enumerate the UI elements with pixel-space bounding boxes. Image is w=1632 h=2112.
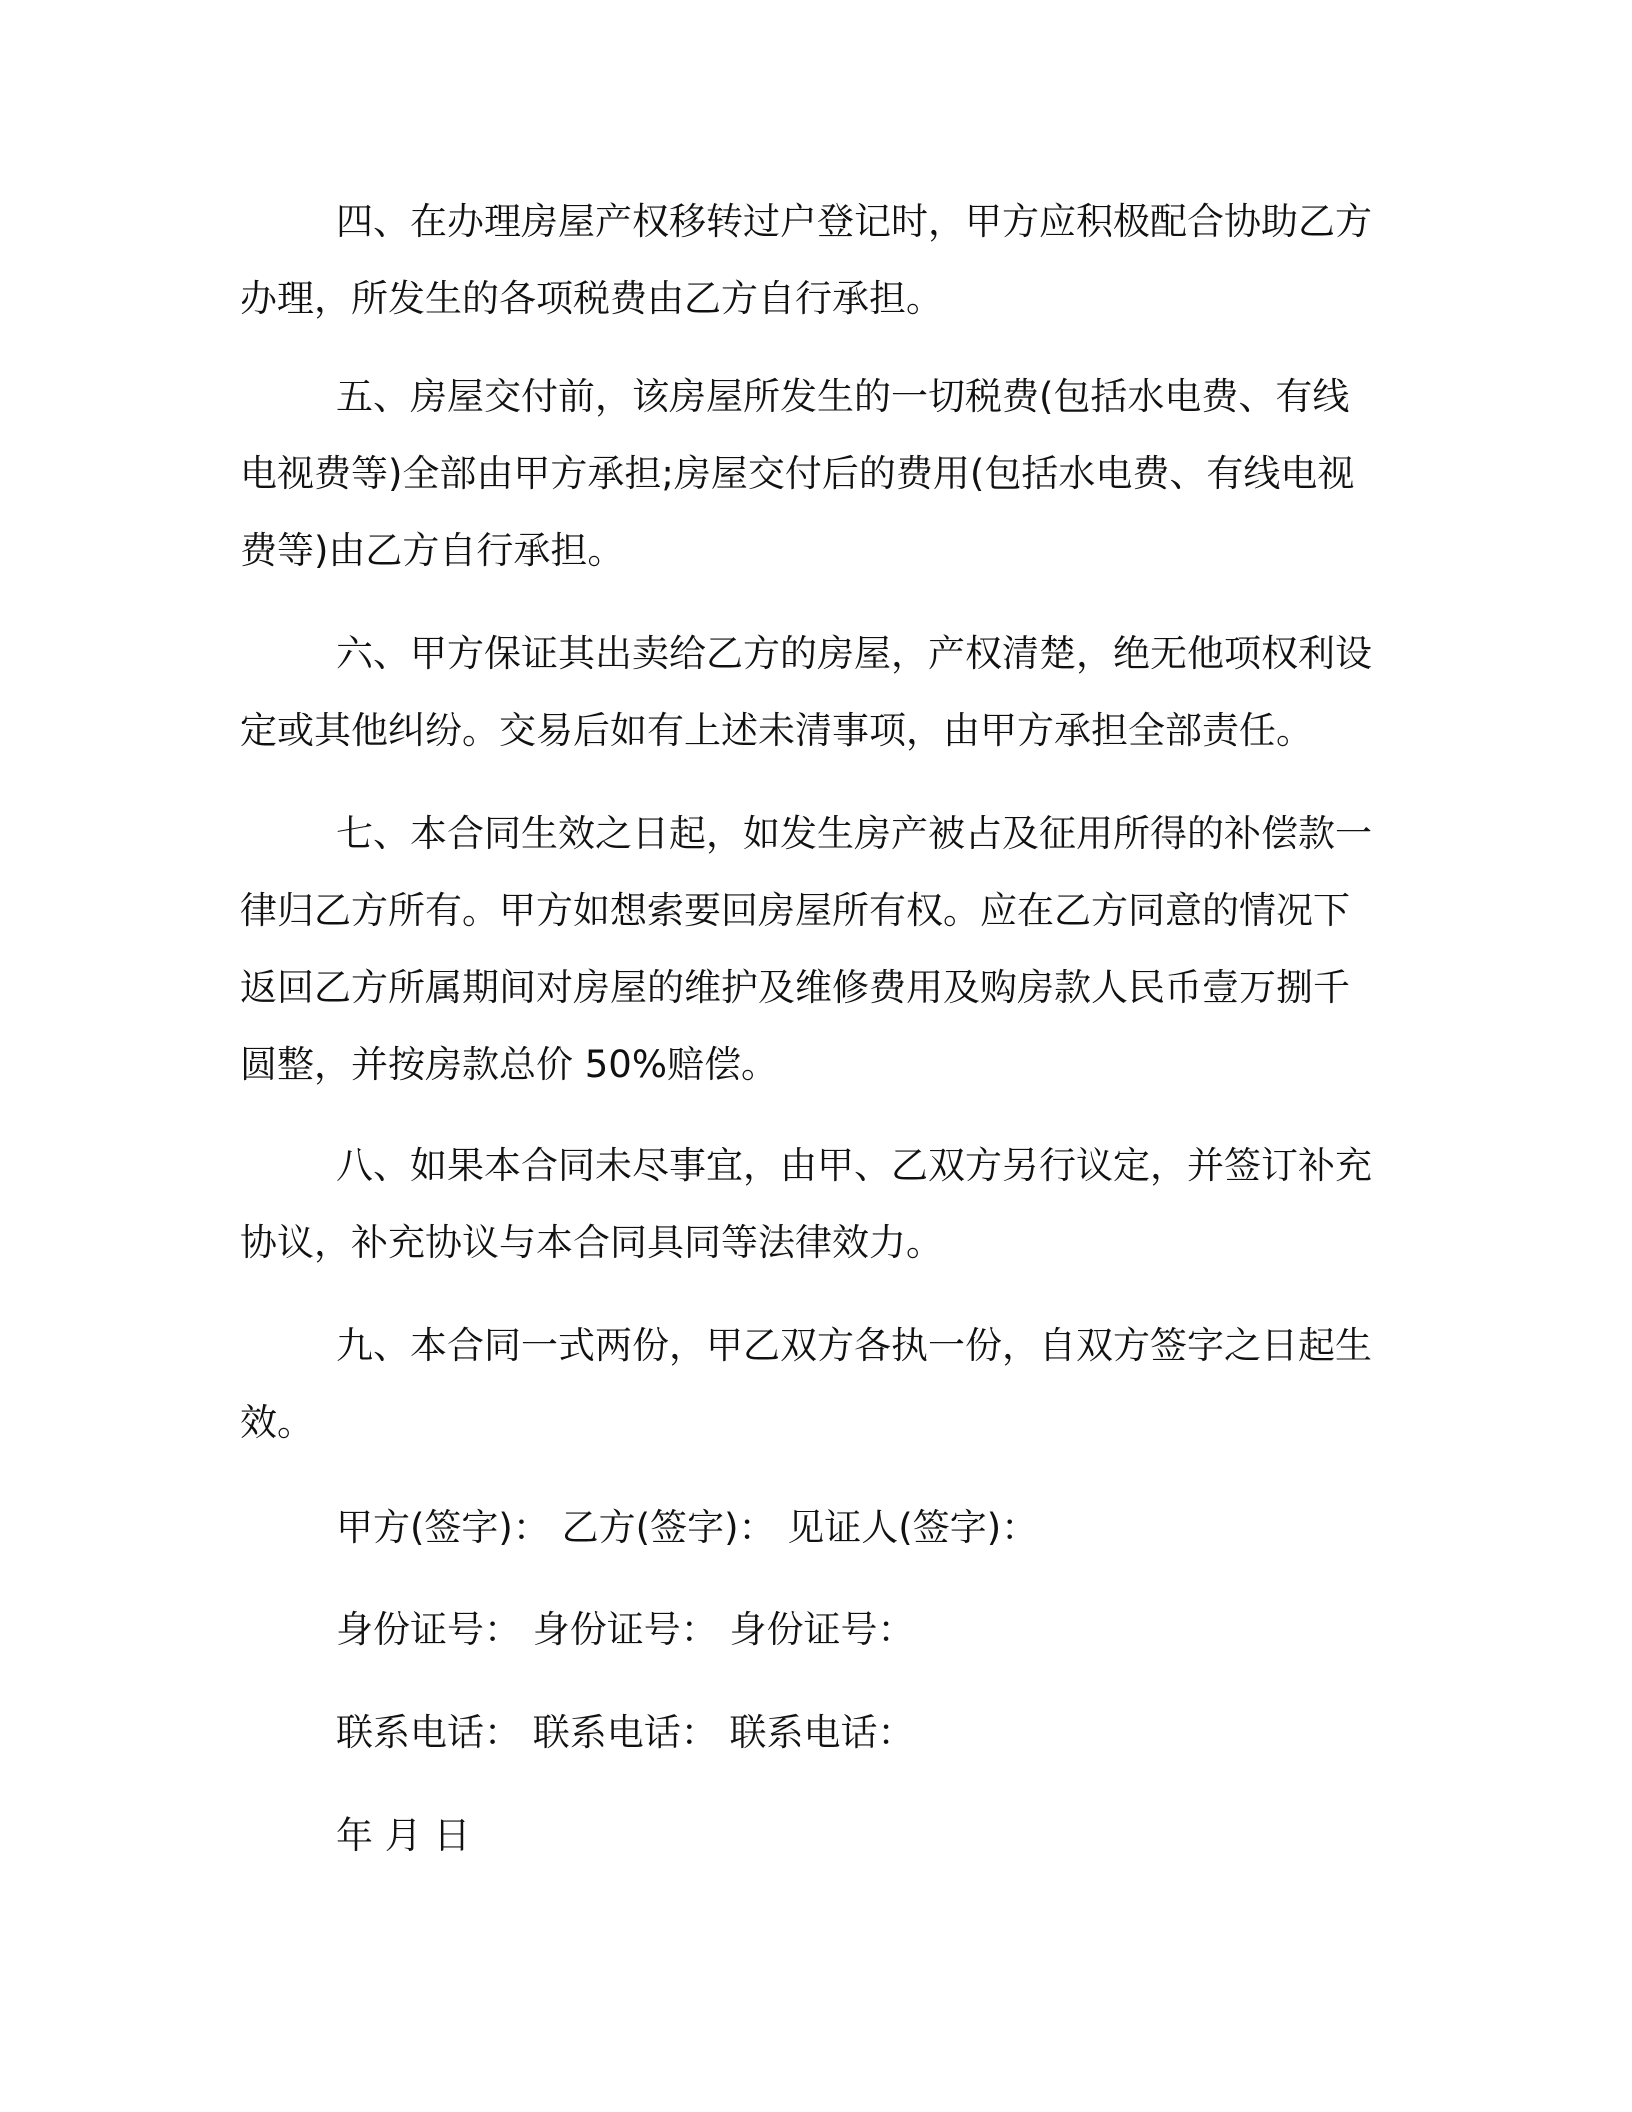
id-number-line: 身份证号： 身份证号： 身份证号： — [336, 1608, 915, 1651]
clause-4: 四、在办理房屋产权移转过户登记时，甲方应积极配合协助乙方办理，所发生的各项税费由乙方自行承担。 — [240, 200, 1372, 320]
signature-parties-line: 甲方(签字)： 乙方(签字)： 见证人(签字)： — [336, 1506, 1039, 1549]
clause-8: 八、如果本合同未尽事宜，由甲、乙双方另行议定，并签订补充协议，补充协议与本合同具同等法律效力。 — [240, 1144, 1372, 1264]
clause-6: 六、甲方保证其出卖给乙方的房屋，产权清楚，绝无他项权利设定或其他纠纷。交易后如有上述未清事项，由甲方承担全部责任。 — [240, 632, 1372, 752]
clause-7: 七、本合同生效之日起，如发生房产被占及征用所得的补偿款一律归乙方所有。甲方如想索要回房屋所有权。应在乙方同意的情况下返回乙方所属期间对房屋的维护及维修费用及购房款人民币壹万捌千圆整，并按房款总价 50%赔偿。 — [240, 812, 1372, 1086]
clause-5: 五、房屋交付前，该房屋所发生的一切税费(包括水电费、有线电视费等)全部由甲方承担;房屋交付后的费用(包括水电费、有线电视费等)由乙方自行承担。 — [240, 375, 1355, 572]
date-line: 年 月 日 — [336, 1814, 471, 1857]
clause-9: 九、本合同一式两份，甲乙双方各执一份，自双方签字之日起生效。 — [240, 1324, 1372, 1444]
phone-line: 联系电话： 联系电话： 联系电话： — [336, 1711, 915, 1754]
